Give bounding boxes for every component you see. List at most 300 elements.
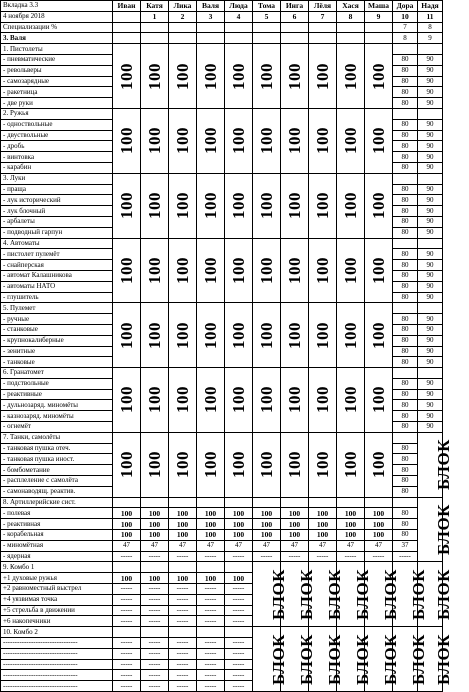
empty-cell[interactable] [169,627,197,638]
value-cell[interactable]: 100 [169,519,197,530]
item-label[interactable]: +5 стрельба в движении [1,605,113,616]
rotated-value-cell[interactable] [225,238,253,303]
dora-value[interactable]: 80 [393,476,418,487]
empty-cell[interactable] [225,33,253,44]
value-cell[interactable]: 100 [141,573,169,584]
empty-cell[interactable] [393,238,418,249]
rotated-value-cell[interactable] [197,173,225,238]
rotated-value-cell[interactable] [337,238,365,303]
item-label[interactable]: - крупнокалиберные [1,335,113,346]
empty-cell[interactable] [169,497,197,508]
dora-value[interactable]: 80 [393,54,418,65]
item-label[interactable]: -------------------------------- [1,659,113,670]
dora-value[interactable]: 80 [393,206,418,217]
empty-cell[interactable] [225,22,253,33]
rotated-value-cell[interactable] [169,173,197,238]
nadya-value[interactable]: 90 [418,422,443,433]
value-cell[interactable]: 100 [169,530,197,541]
column-number[interactable]: 1 [141,11,169,22]
rotated-value-cell[interactable] [281,44,309,109]
nadya-value[interactable]: 90 [418,130,443,141]
item-label[interactable]: - расплеление с самолёта [1,476,113,487]
dora-value[interactable]: 80 [393,270,418,281]
value-cell[interactable]: ----- [141,594,169,605]
rotated-value-cell[interactable] [169,432,197,497]
value-cell[interactable]: 100 [281,508,309,519]
person-name-header[interactable]: Инга [281,1,309,12]
nadya-value[interactable]: 90 [418,162,443,173]
section-title[interactable]: 3. Валя [1,33,113,44]
empty-cell[interactable] [225,497,253,508]
empty-cell[interactable] [169,22,197,33]
empty-cell[interactable] [253,33,281,44]
empty-cell[interactable] [253,497,281,508]
nadya-value[interactable]: 90 [418,206,443,217]
value-cell[interactable]: ----- [169,584,197,595]
empty-cell[interactable] [337,33,365,44]
item-label[interactable]: -------------------------------- [1,648,113,659]
item-label[interactable]: - автоматы НАТО [1,281,113,292]
item-label[interactable]: -------------------------------- [1,670,113,681]
nadya-value[interactable]: 90 [418,314,443,325]
value-cell[interactable]: ----- [141,659,169,670]
item-label[interactable]: - реактивная [1,519,113,530]
empty-cell[interactable] [141,33,169,44]
value-cell[interactable]: ----- [113,605,141,616]
value-cell[interactable]: 100 [197,573,225,584]
rotated-value-cell[interactable] [141,238,169,303]
value-cell[interactable]: 100 [309,508,337,519]
rotated-value-cell[interactable] [169,368,197,433]
rotated-value-cell[interactable] [225,108,253,173]
nadya-value[interactable]: 90 [418,76,443,87]
value-cell[interactable]: ----- [113,584,141,595]
nadya-value[interactable]: 90 [418,216,443,227]
empty-cell[interactable] [253,22,281,33]
empty-cell[interactable] [309,33,337,44]
value-cell[interactable]: 47 [169,540,197,551]
dora-value[interactable]: 80 [393,119,418,130]
rotated-value-cell[interactable] [281,173,309,238]
item-label[interactable]: - пистолет пулемёт [1,249,113,260]
dora-value[interactable]: 80 [393,400,418,411]
empty-cell[interactable] [141,627,169,638]
rotated-value-cell[interactable] [225,303,253,368]
category-title[interactable]: 8. Артиллерийские сист. [1,497,113,508]
rotated-value-cell[interactable] [197,108,225,173]
nadya-value[interactable]: 90 [418,292,443,303]
value-cell[interactable]: ----- [169,681,197,692]
value-cell[interactable]: 100 [365,530,393,541]
person-name-header[interactable]: Валя [197,1,225,12]
empty-cell[interactable] [281,497,309,508]
rotated-value-cell[interactable] [337,432,365,497]
item-label[interactable]: -------------------------------- [1,638,113,649]
value-cell[interactable]: ----- [225,551,253,562]
dora-value[interactable]: 80 [393,346,418,357]
value-cell[interactable]: ----- [169,605,197,616]
value-cell[interactable]: 100 [225,519,253,530]
rotated-value-cell[interactable] [141,432,169,497]
rotated-value-cell[interactable] [225,368,253,433]
value-cell[interactable]: 100 [365,519,393,530]
empty-cell[interactable] [197,562,225,573]
empty-cell[interactable] [337,22,365,33]
item-label[interactable]: - арбалеты [1,216,113,227]
empty-cell[interactable] [418,44,443,55]
category-title[interactable]: 6. Гранатомет [1,368,113,379]
rotated-value-cell[interactable] [197,238,225,303]
dora-value[interactable]: 80 [393,87,418,98]
empty-cell[interactable] [337,497,365,508]
column-number[interactable]: 8 [337,11,365,22]
person-name-header[interactable]: Дора [393,1,418,12]
value-cell[interactable]: ----- [141,648,169,659]
rotated-value-cell[interactable] [141,108,169,173]
empty-cell[interactable] [141,22,169,33]
dora-value[interactable]: 80 [393,281,418,292]
category-title[interactable]: 3. Луки [1,173,113,184]
rotated-value-cell[interactable] [281,432,309,497]
dora-value[interactable]: 80 [393,152,418,163]
category-title[interactable]: 10. Комбо 2 [1,627,113,638]
value-cell[interactable]: 100 [225,530,253,541]
rotated-value-cell[interactable] [141,368,169,433]
sheet-date[interactable]: 4 ноября 2018 [1,11,113,22]
section-nadya[interactable]: 9 [418,33,443,44]
value-cell[interactable]: ----- [169,659,197,670]
value-cell[interactable]: ----- [225,638,253,649]
nadya-value[interactable]: 90 [418,378,443,389]
item-label[interactable]: - корабельная [1,530,113,541]
dora-value[interactable]: ----- [393,551,418,562]
item-label[interactable]: - револьверы [1,65,113,76]
item-label[interactable]: - подводный гарпун [1,227,113,238]
item-label[interactable]: - танковые [1,357,113,368]
category-title[interactable]: 9. Комбо 1 [1,562,113,573]
rotated-value-cell[interactable] [365,368,393,433]
rotated-value-cell[interactable] [225,432,253,497]
value-cell[interactable]: 100 [141,519,169,530]
empty-cell[interactable] [393,44,418,55]
block-cell[interactable] [253,627,289,692]
empty-cell[interactable] [418,303,443,314]
value-cell[interactable]: 47 [337,540,365,551]
rotated-value-cell[interactable] [309,238,337,303]
column-number[interactable]: 4 [225,11,253,22]
empty-cell[interactable] [225,627,253,638]
dora-value[interactable]: 80 [393,422,418,433]
value-cell[interactable]: ----- [113,659,141,670]
empty-cell[interactable] [225,562,253,573]
rotated-value-cell[interactable] [281,368,309,433]
category-title[interactable]: 7. Танки, самолёты [1,432,113,443]
empty-cell[interactable] [309,497,337,508]
item-label[interactable]: - бомбометание [1,465,113,476]
item-label[interactable]: +6 накопечники [1,616,113,627]
item-label[interactable]: +1 духовые ружья [1,573,113,584]
dora-value[interactable]: 80 [393,141,418,152]
value-cell[interactable]: ----- [365,551,393,562]
value-cell[interactable]: 100 [113,530,141,541]
dora-value[interactable]: 80 [393,130,418,141]
value-cell[interactable]: 100 [253,530,281,541]
nadya-value[interactable]: 90 [418,324,443,335]
empty-cell[interactable] [169,33,197,44]
value-cell[interactable]: 100 [169,573,197,584]
rotated-value-cell[interactable] [113,432,141,497]
dora-value[interactable]: 80 [393,324,418,335]
dora-value[interactable]: 80 [393,411,418,422]
dora-value[interactable]: 80 [393,162,418,173]
value-cell[interactable]: 100 [309,530,337,541]
rotated-value-cell[interactable] [365,108,393,173]
value-cell[interactable]: 100 [141,530,169,541]
column-number[interactable]: 11 [418,11,443,22]
dora-value[interactable]: 80 [393,314,418,325]
value-cell[interactable]: ----- [197,605,225,616]
rotated-value-cell[interactable] [197,44,225,109]
rotated-value-cell[interactable] [281,108,309,173]
rotated-value-cell[interactable] [197,432,225,497]
column-number[interactable]: 2 [169,11,197,22]
value-cell[interactable]: ----- [225,594,253,605]
empty-cell[interactable] [141,562,169,573]
nadya-value[interactable]: 90 [418,335,443,346]
person-name-header[interactable]: Лёля [309,1,337,12]
nadya-value[interactable]: 90 [418,98,443,109]
value-cell[interactable]: ----- [281,551,309,562]
item-label[interactable]: - две руки [1,98,113,109]
rotated-value-cell[interactable] [253,44,281,109]
dora-value[interactable]: 37 [393,540,418,551]
item-label[interactable]: - ручные [1,314,113,325]
value-cell[interactable]: 47 [365,540,393,551]
value-cell[interactable]: 100 [197,508,225,519]
empty-cell[interactable] [393,368,418,379]
value-cell[interactable]: ----- [197,648,225,659]
rotated-value-cell[interactable] [169,238,197,303]
dora-value[interactable]: 80 [393,65,418,76]
nadya-value[interactable]: 90 [418,141,443,152]
item-label[interactable]: - танковая пушка отеч. [1,443,113,454]
nadya-value[interactable]: 90 [418,260,443,271]
value-cell[interactable]: ----- [197,670,225,681]
rotated-value-cell[interactable] [309,368,337,433]
empty-cell[interactable] [281,33,309,44]
value-cell[interactable]: 47 [253,540,281,551]
person-name-header[interactable]: Катя [141,1,169,12]
item-label[interactable]: - танковая пушка иност. [1,454,113,465]
value-cell[interactable]: 47 [309,540,337,551]
rotated-value-cell[interactable] [337,108,365,173]
nadya-value[interactable]: 90 [418,411,443,422]
value-cell[interactable]: ----- [253,551,281,562]
item-label[interactable]: - дульнозаряд. миномёты [1,400,113,411]
dora-value[interactable]: 80 [393,486,418,497]
rotated-value-cell[interactable] [141,44,169,109]
rotated-value-cell[interactable] [169,44,197,109]
rotated-value-cell[interactable] [253,368,281,433]
item-label[interactable]: +2 равноместный выстрел [1,584,113,595]
spec-dora[interactable]: 7 [393,22,418,33]
dora-value[interactable]: 80 [393,227,418,238]
nadya-value[interactable]: 90 [418,54,443,65]
value-cell[interactable]: ----- [141,670,169,681]
rotated-value-cell[interactable] [337,303,365,368]
rotated-value-cell[interactable] [337,368,365,433]
dora-value[interactable]: 80 [393,98,418,109]
empty-cell[interactable] [393,303,418,314]
empty-cell[interactable] [281,22,309,33]
value-cell[interactable]: ----- [225,616,253,627]
item-label[interactable]: - глушитель [1,292,113,303]
value-cell[interactable]: 47 [225,540,253,551]
empty-cell[interactable] [113,627,141,638]
empty-cell[interactable] [418,108,443,119]
column-number[interactable]: 3 [197,11,225,22]
empty-cell[interactable] [418,238,443,249]
item-label[interactable]: - станковые [1,324,113,335]
nadya-value[interactable]: 90 [418,195,443,206]
value-cell[interactable]: 100 [337,508,365,519]
empty-cell[interactable] [309,22,337,33]
empty-cell[interactable] [393,108,418,119]
value-cell[interactable]: 100 [141,508,169,519]
value-cell[interactable]: ----- [141,605,169,616]
value-cell[interactable]: ----- [113,638,141,649]
value-cell[interactable]: ----- [197,616,225,627]
dora-value[interactable]: 80 [393,184,418,195]
nadya-value[interactable]: 90 [418,346,443,357]
value-cell[interactable]: ----- [197,659,225,670]
person-name-header[interactable]: Надя [418,1,443,12]
item-label[interactable]: - ядерная [1,551,113,562]
item-label[interactable]: - подствольные [1,378,113,389]
person-name-header[interactable]: Люда [225,1,253,12]
dora-value[interactable]: 80 [393,249,418,260]
item-label[interactable]: - самонаводящ. реактив. [1,486,113,497]
value-cell[interactable]: ----- [113,616,141,627]
spec-label[interactable]: Специализации % [1,22,113,33]
value-cell[interactable]: 100 [225,508,253,519]
dora-value[interactable]: 80 [393,389,418,400]
rotated-value-cell[interactable] [253,238,281,303]
value-cell[interactable]: ----- [197,681,225,692]
value-cell[interactable]: ----- [113,594,141,605]
rotated-value-cell[interactable] [281,238,309,303]
item-label[interactable]: - снайперская [1,260,113,271]
column-number[interactable]: 7 [309,11,337,22]
rotated-value-cell[interactable] [197,368,225,433]
column-number[interactable]: 6 [281,11,309,22]
value-cell[interactable]: ----- [197,638,225,649]
value-cell[interactable]: ----- [141,638,169,649]
value-cell[interactable]: ----- [225,681,253,692]
rotated-value-cell[interactable] [309,303,337,368]
item-label[interactable]: - лук блочный [1,206,113,217]
dora-value[interactable]: 80 [393,216,418,227]
item-label[interactable]: - зенитные [1,346,113,357]
value-cell[interactable]: 100 [197,530,225,541]
rotated-value-cell[interactable] [113,44,141,109]
empty-cell[interactable] [393,497,418,508]
rotated-value-cell[interactable] [225,173,253,238]
item-label[interactable]: - реактивные [1,389,113,400]
value-cell[interactable]: 100 [253,508,281,519]
empty-cell[interactable] [197,497,225,508]
nadya-value[interactable]: 90 [418,227,443,238]
item-label[interactable]: - огнемёт [1,422,113,433]
rotated-value-cell[interactable] [365,432,393,497]
nadya-value[interactable]: 90 [418,65,443,76]
rotated-value-cell[interactable] [365,303,393,368]
value-cell[interactable]: ----- [169,616,197,627]
rotated-value-cell[interactable] [365,44,393,109]
rotated-value-cell[interactable] [281,303,309,368]
item-label[interactable]: - пневматические [1,54,113,65]
dora-value[interactable]: 80 [393,508,418,519]
empty-cell[interactable] [141,497,169,508]
block-cell[interactable] [418,432,454,497]
rotated-value-cell[interactable] [309,44,337,109]
rotated-value-cell[interactable] [197,303,225,368]
value-cell[interactable]: ----- [141,616,169,627]
dora-value[interactable]: 80 [393,335,418,346]
value-cell[interactable]: ----- [225,584,253,595]
value-cell[interactable]: 47 [113,540,141,551]
category-title[interactable]: 5. Пулемет [1,303,113,314]
dora-value[interactable]: 80 [393,530,418,541]
empty-cell[interactable] [197,22,225,33]
item-label[interactable]: - самозарядные [1,76,113,87]
item-label[interactable]: - одноствольные [1,119,113,130]
dora-value[interactable]: 80 [393,195,418,206]
value-cell[interactable]: 100 [113,508,141,519]
value-cell[interactable]: 100 [281,530,309,541]
nadya-value[interactable]: 90 [418,357,443,368]
rotated-value-cell[interactable] [365,238,393,303]
nadya-value[interactable]: 90 [418,87,443,98]
person-name-header[interactable]: Иван [113,1,141,12]
dora-value[interactable]: 80 [393,519,418,530]
rotated-value-cell[interactable] [365,173,393,238]
nadya-value[interactable]: 90 [418,270,443,281]
dora-value[interactable]: 80 [393,378,418,389]
item-label[interactable]: - полевая [1,508,113,519]
person-name-header[interactable]: Тома [253,1,281,12]
nadya-value[interactable]: 90 [418,249,443,260]
rotated-value-cell[interactable] [113,108,141,173]
value-cell[interactable]: 100 [337,530,365,541]
item-label[interactable]: - винтовка [1,152,113,163]
person-name-header[interactable]: Лика [169,1,197,12]
category-title[interactable]: 2. Ружья [1,108,113,119]
rotated-value-cell[interactable] [253,108,281,173]
value-cell[interactable]: ----- [169,648,197,659]
rotated-value-cell[interactable] [309,432,337,497]
nadya-value[interactable]: 90 [418,389,443,400]
item-label[interactable]: - казнозаряд. миномёты [1,411,113,422]
value-cell[interactable]: 100 [169,508,197,519]
value-cell[interactable]: ----- [141,551,169,562]
empty-cell[interactable] [365,33,393,44]
value-cell[interactable]: 100 [309,519,337,530]
empty-cell[interactable] [113,497,141,508]
empty-cell[interactable] [418,368,443,379]
column-number[interactable] [113,11,141,22]
column-number[interactable]: 10 [393,11,418,22]
